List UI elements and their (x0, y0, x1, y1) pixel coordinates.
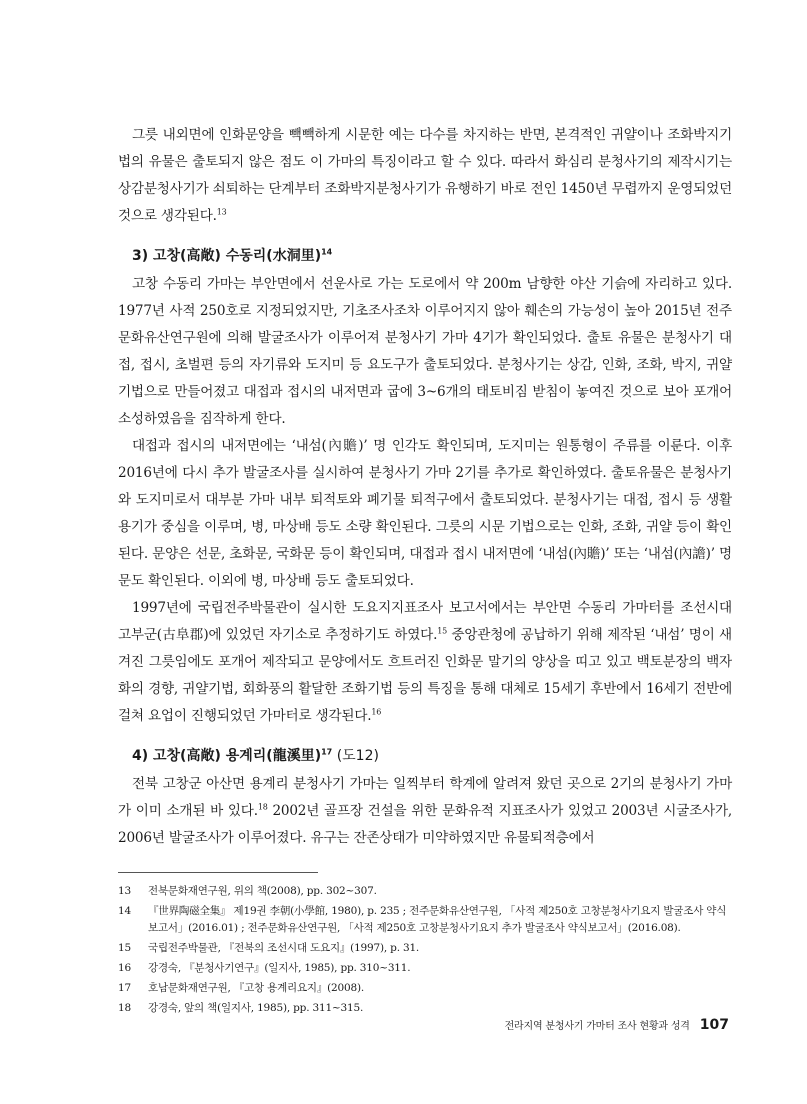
footnote-text: 강경숙, 앞의 책(일지사, 1985), pp. 311~315. (148, 1002, 364, 1014)
footnote-number: 18 (118, 1002, 131, 1014)
page-footer (505, 1017, 729, 1033)
plate-reference: (도12) (332, 748, 379, 764)
footnote-text: 국립전주박물관, 『전북의 조선시대 도요지』(1997), p. 31. (148, 942, 420, 954)
footnote-text: 전북문화재연구원, 위의 책(2008), pp. 302~307. (148, 885, 377, 897)
footnote-ref-14[interactable]: 14 (321, 247, 333, 257)
paragraph-4: 1997년에 국립전주박물관이 실시한 도요지지표조사 보고서에서는 부안면 수동리 가마터를 조선시대 고부군(古阜郡)에 있었던 자기소로 추정하기도 하였다.$^{15}$ 중앙관청에 공납하기 위해 제작된 ‘내섬’ 명이 새겨진 그릇임에도 포개어 제작되고 문양에서도 흐트러진 인화문 말기의 양상을 띠고 있고 백토분장의 백자화의 경향, 귀얄기법, 회화풍의 활달한 조화기법 등의 특징을 통해 대체로 15세기 후반에서 16세기 전반에 걸쳐 요업이 진행되었던 가마터로 생각된다.$^{16}$ (118, 600, 732, 724)
section-heading-3: 3) 고창(高敞) 수동리(水洞里)$^{14}$ (132, 247, 333, 264)
footnote-text: 호남문화재연구원, 『고창 용계리요지』(2008). (148, 982, 365, 994)
footnote (118, 940, 732, 957)
footnote-ref-18[interactable]: 18 (257, 802, 268, 812)
footnote-ref-15[interactable]: 15 (437, 626, 447, 636)
running-title: 전라지역 분청사기 가마터 조사 현황과 성격 (504, 1021, 690, 1032)
footnote-text: 『世界陶磁全集』 제19권 李朝(小學館, 1980), p. 235 ; 전주문화유산연구원, 「사적 제250호 고창분청사기요지 발굴조사 약식보고서」(2016.01) ; 전주문화유산연구원, 「사적 제250호 고창분청사기요지 추가 발굴조사 약식보고서」(2016.08). (148, 905, 727, 934)
footnote (118, 1000, 732, 1017)
paragraph-5: 전북 고창군 아산면 용계리 분청사기 가마는 일찍부터 학계에 알려져 왔던 곳으로 2기의 분청사기 가마가 이미 소개된 바 있다.$^{18}$ 2002년 골프장 건설을 위한 문화유적 지표조사가 있었고 2003년 시굴조사가, 2006년 발굴조사가 이루어졌다. 유구는 잔존상태가 미약하였지만 유물퇴적층에서 (118, 776, 732, 846)
page-number: 107 (699, 1017, 729, 1033)
footnote-ref-13[interactable]: 13 (216, 207, 227, 217)
footnote-number: 17 (118, 982, 131, 994)
page-body (118, 122, 732, 1020)
footnote-ref-17[interactable]: 17 (321, 747, 333, 757)
footnote-number: 13 (118, 885, 131, 897)
section-heading-4: 4) 고창(高敞) 용계리(龍溪里)$^{17}$ (도12) (132, 747, 379, 764)
footnote (118, 883, 732, 900)
paragraph-2: 고창 수동리 가마는 부안면에서 선운사로 가는 도로에서 약 200m 남향한 야산 기슭에 자리하고 있다. 1977년 사적 250호로 지정되었지만, 기초조사조차 이루어지지 않아 훼손의 가능성이 높아 2015년 전주문화유산연구원에 의해 발굴조사가 이루어져 분청사기 가마 4기가 확인되었다. 출토 유물은 분청사기 대접, 접시, 초벌편 등의 자기류와 도지미 등 요도구가 출토되었다. 분청사기는 상감, 인화, 조화, 박지, 귀얄기법으로 만들어졌고 대접과 접시의 내저면과 굽에 3~6개의 태토비짐 받침이 놓여진 것으로 보아 포개어 소성하였음을 짐작하게 한다. (118, 276, 732, 427)
footnote-text: 강경숙, 『분청사기연구』(일지사, 1985), pp. 310~311. (148, 962, 411, 974)
footnote-ref-16[interactable]: 16 (371, 707, 382, 717)
footnotes (118, 883, 732, 1017)
footnote (118, 980, 732, 997)
paragraph-3: 대접과 접시의 내저면에는 ‘내섬(內贍)’ 명 인각도 확인되며, 도지미는 원통형이 주류를 이룬다. 이후 2016년에 다시 추가 발굴조사를 실시하여 분청사기 가마 2기를 추가로 확인하였다. 출토유물은 분청사기와 도지미로서 대부분 가마 내부 퇴적토와 폐기물 퇴적구에서 출토되었다. 분청사기는 대접, 접시 등 생활용기가 중심을 이루며, 병, 마상배 등도 소량 확인된다. 그릇의 시문 기법으로는 인화, 조화, 귀얄 등이 확인된다. 문양은 선문, 초화문, 국화문 등이 확인되며, 대접과 접시 내저면에 ‘내섬(內贍)’ 또는 ‘내섬(內譫)’ 명문도 확인된다. 이외에 병, 마상배 등도 출토되었다. (118, 438, 732, 589)
footnote-number: 14 (118, 905, 131, 917)
footnote (118, 960, 732, 977)
footnote-number: 16 (118, 962, 131, 974)
footnote (118, 903, 732, 937)
footnote-number: 15 (118, 942, 131, 954)
paragraph-1: 그릇 내외면에 인화문양을 빽빽하게 시문한 예는 다수를 차지하는 반면, 본격적인 귀얄이나 조화박지기법의 유물은 출토되지 않은 점도 이 가마의 특징이라고 할 수 있다. 따라서 화심리 분청사기의 제작시기는 상감분청사기가 쇠퇴하는 단계부터 조화박지분청사기가 유행하기 바로 전인 1450년 무렵까지 운영되었던 것으로 생각된다.$^{13}$ (118, 127, 733, 224)
footnote-divider (118, 872, 318, 873)
